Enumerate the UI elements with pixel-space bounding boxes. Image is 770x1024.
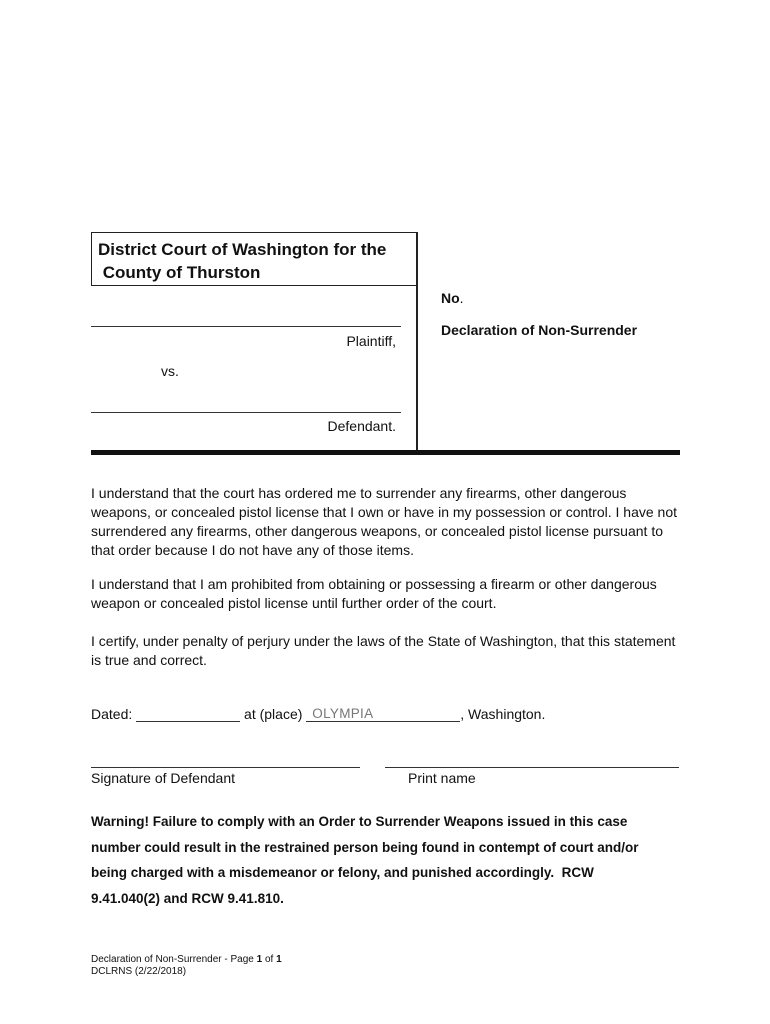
caption-divider: [416, 232, 418, 450]
page-footer: [91, 954, 282, 978]
place-label: at (place): [240, 706, 307, 722]
document-title: Declaration of Non-Surrender: [441, 322, 638, 338]
print-name-line[interactable]: [385, 767, 679, 768]
court-name-box: [91, 232, 417, 286]
warning-line-2: number could result in the restrained person being found in contempt of court and/or: [91, 839, 639, 855]
certification-paragraph: I certify, under penalty of perjury under the laws of the State of Washington, that this statement is true and correct.: [91, 633, 676, 668]
footer-page-line: [91, 954, 282, 966]
footer-page-text: Declaration of Non-Surrender - Page: [91, 954, 257, 965]
caption-separator: [91, 450, 680, 455]
plaintiff-line: [91, 326, 401, 327]
court-name-line1: District Court of Washington for the: [98, 240, 387, 259]
warning-line-1: Warning! Failure to comply with an Order to Surrender Weapons issued in this case: [91, 814, 628, 829]
vs-label: vs.: [161, 363, 179, 379]
footer-page-total: 1: [276, 954, 282, 965]
print-name-label: Print name: [408, 770, 476, 786]
footer-of-text: of: [262, 954, 277, 965]
dated-label: Dated:: [91, 706, 137, 722]
place-field[interactable]: OLYMPIA: [306, 706, 460, 722]
statement-paragraph-1: I understand that the court has ordered me to surrender any firearms, other dangerous weapons, or concealed pistol license that I own or have in my possession or control. I have not surrendered any firearms, other dangerous weapons, or concealed pistol license pursuant to that order because I do not have any of those items.: [91, 485, 677, 558]
statement-paragraph-2: I understand that I am prohibited from obtaining or possessing a firearm or other dangerous weapon or concealed pistol license until further order of the court.: [91, 576, 657, 611]
dated-row: [91, 705, 545, 722]
footer-form-code: DCLRNS (2/22/2018): [91, 966, 187, 977]
defendant-label: Defendant.: [327, 418, 396, 434]
case-number-label: [441, 290, 464, 306]
defendant-line: [91, 412, 401, 413]
warning-line-3: being charged with a misdemeanor or felony, and punished accordingly. RCW: [91, 865, 594, 880]
signature-line[interactable]: [91, 767, 360, 768]
dated-field[interactable]: [136, 705, 240, 722]
court-name-line2: County of Thurston: [98, 263, 261, 282]
case-number-text: No: [441, 290, 460, 306]
warning-block: [91, 809, 691, 911]
case-number-punct: .: [459, 290, 464, 306]
plaintiff-label: Plaintiff,: [346, 333, 396, 349]
warning-line-4: 9.41.040(2) and RCW 9.41.810.: [91, 890, 284, 906]
washington-label: , Washington.: [460, 706, 546, 722]
signature-label: Signature of Defendant: [91, 770, 235, 786]
footer-page-number: 1: [256, 954, 263, 965]
